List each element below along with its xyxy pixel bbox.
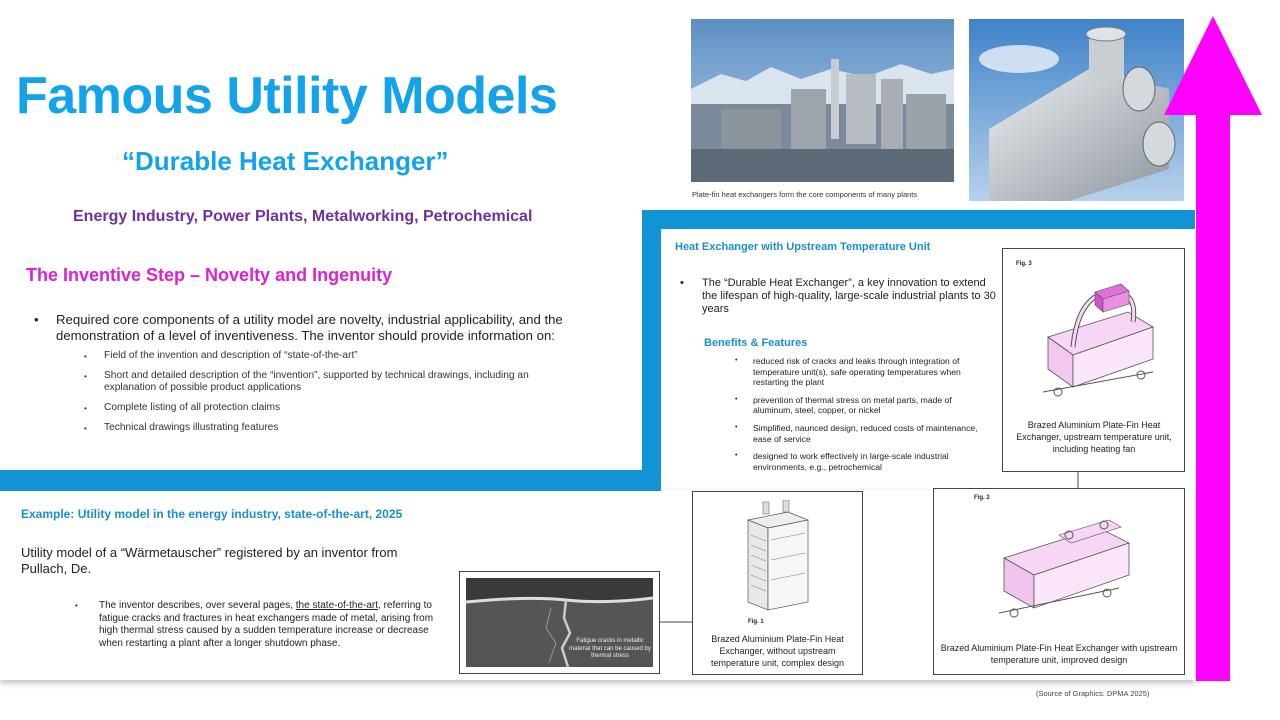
heat-exchanger-photo <box>969 19 1184 201</box>
industries-line: Energy Industry, Power Plants, Metalworking, Petrochemical <box>73 208 533 225</box>
page-subtitle: “Durable Heat Exchanger” <box>122 146 449 176</box>
example-bullet <box>75 600 445 650</box>
refinery-photo <box>691 19 954 182</box>
list-item: • reduced risk of cracks and leaks through integration of temperature unit(s), safe operating temperatures when restarting the plant <box>735 356 985 388</box>
list-item <box>75 600 445 650</box>
inventive-heading: The Inventive Step – Novelty and Ingenuity <box>26 265 393 285</box>
fig3-drawing <box>1033 277 1163 407</box>
list-item: • Field of the invention and description of “state-of-the-art” <box>84 350 554 362</box>
fig1-drawing <box>733 500 823 620</box>
list-item: • designed to work effectively in large-scale industrial environments, e.g., petrochemical <box>735 451 985 472</box>
requirement-text: • Required core components of a utility model are novelty, industrial applicability, and the demonstration of a level of inventiveness. The inventor should provide information on: <box>34 312 614 344</box>
benefits-list <box>735 356 985 479</box>
list-item: • Complete listing of all protection claims <box>84 402 554 414</box>
fig2-box <box>933 488 1185 675</box>
requirement-list <box>84 350 554 442</box>
list-item: • Technical drawings illustrating features <box>84 422 554 434</box>
bullet-text-post: , referring to fatigue cracks and fractures in heat exchangers made of metal, arising from high thermal stress caused by a sudden temperature increase or decrease when restarting a plant after a longer shutdown phase. <box>99 600 434 649</box>
heat-exchanger-title: Heat Exchanger with Upstream Temperature Unit <box>675 241 931 253</box>
fig1-label: Fig. 1 <box>748 619 764 625</box>
list-item: • Short and detailed description of the “invention”, supported by technical drawings, including an explanation of possible product applications <box>84 370 554 394</box>
fig2-drawing <box>989 503 1149 633</box>
fig1-box <box>692 491 863 675</box>
fig2-caption: Brazed Aluminium Plate-Fin Heat Exchanger with upstream temperature unit, improved design <box>940 643 1178 665</box>
photo-caption: Plate-fin heat exchangers form the core components of many plants <box>692 190 918 199</box>
bullet-text-pre: The inventor describes, over several pages, <box>99 600 296 611</box>
example-title: Example: Utility model in the energy industry, state-of-the-art, 2025 <box>21 507 403 521</box>
heat-exchanger-intro <box>680 277 1000 316</box>
requirement-paragraph <box>34 312 614 344</box>
page-title: Famous Utility Models <box>16 67 558 125</box>
fig1-caption: Brazed Aluminium Plate-Fin Heat Exchanger, without upstream temperature unit, complex design <box>710 634 845 668</box>
fig3-box <box>1002 248 1185 472</box>
fig3-caption: Brazed Aluminium Plate-Fin Heat Exchanger, upstream temperature unit, including heating fan <box>1016 420 1172 454</box>
list-item: • prevention of thermal stress on metal parts, made of aluminum, steel, copper, or nickel <box>735 395 985 416</box>
benefits-title: Benefits & Features <box>704 337 808 349</box>
crack-photo-box <box>459 571 660 674</box>
source-note: (Source of Graphics: DPMA 2025) <box>1036 689 1150 698</box>
example-text: Utility model of a “Wärmetauscher” registered by an inventor from Pullach, De. <box>21 545 398 576</box>
state-of-the-art-link: the state-of-the-art <box>295 600 379 611</box>
crack-caption: Fatigue cracks in metallic material that can be caused by thermal stress <box>569 638 651 659</box>
blue-bar-vertical <box>642 210 661 491</box>
list-item: • Simplified, naunced design, reduced costs of maintenance, ease of service <box>735 423 985 444</box>
fig2-label: Fig. 2 <box>974 495 990 501</box>
blue-bar-left <box>0 470 661 491</box>
blue-bar-top <box>642 210 1195 229</box>
fig3-label: Fig. 3 <box>1016 261 1032 267</box>
intro-text: • The “Durable Heat Exchanger”, a key innovation to extend the lifespan of high-quality, large-scale industrial plants to 30 years <box>680 277 1000 316</box>
